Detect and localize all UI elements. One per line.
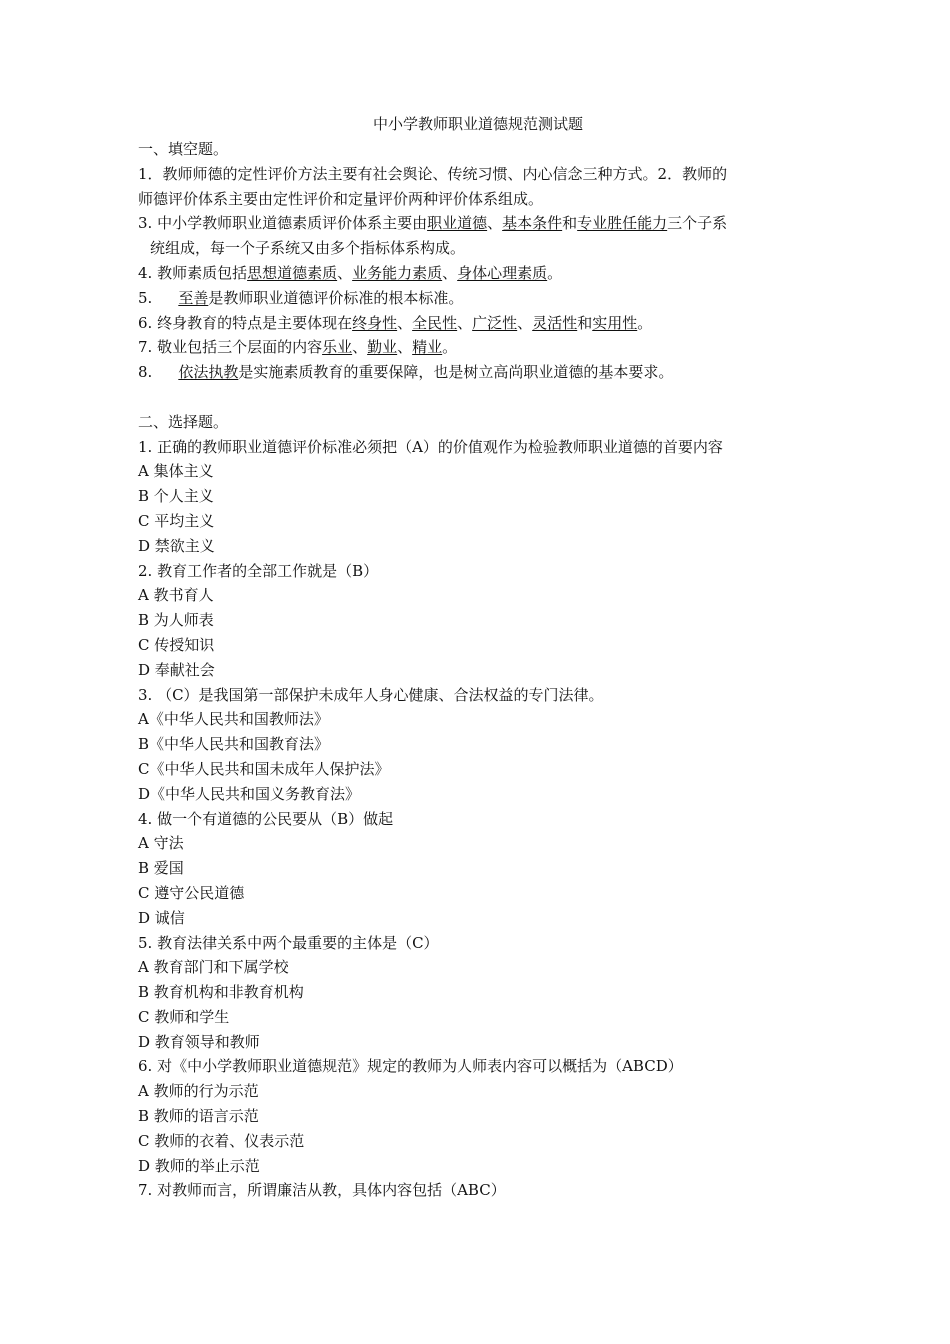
fill-q7-text: 、 bbox=[352, 338, 368, 357]
fill-q4-text: 、 bbox=[337, 263, 353, 282]
fill-q6-text: 。 bbox=[637, 313, 653, 332]
choice-line: 5. 教育法律关系中两个最重要的主体是（C） bbox=[138, 933, 439, 952]
fill-q6-text: 、 bbox=[517, 313, 533, 332]
fill-q7-answer-1: 乐业 bbox=[322, 338, 353, 357]
fill-q7-answer-2: 勤业 bbox=[367, 338, 398, 357]
fill-q6-answer-5: 实用性 bbox=[592, 313, 638, 332]
choice-line: A 集体主义 bbox=[138, 462, 214, 481]
fill-q1-line1: 1．教师师德的定性评价方法主要有社会舆论、传统习惯、内心信念三种方式。2．教师的 bbox=[138, 164, 728, 183]
fill-q3-answer-1: 职业道德 bbox=[427, 214, 488, 233]
fill-q1-line2: 师德评价体系主要由定性评价和定量评价两种评价体系组成。 bbox=[138, 189, 544, 208]
choice-line: B 为人师表 bbox=[138, 611, 214, 630]
fill-q7-answer-3: 精业 bbox=[412, 338, 443, 357]
choice-line: 6. 对《中小学教师职业道德规范》规定的教师为人师表内容可以概括为（ABCD） bbox=[138, 1057, 683, 1076]
fill-q3-answer-3: 专业胜任能力 bbox=[577, 214, 668, 233]
fill-q5-number: 5. bbox=[138, 288, 153, 307]
choice-line: B 个人主义 bbox=[138, 487, 214, 506]
page-title: 中小学教师职业道德规范测试题 bbox=[372, 115, 583, 133]
choice-line: D《中华人民共和国义务教育法》 bbox=[138, 784, 361, 803]
fill-q4-answer-1: 思想道德素质 bbox=[247, 263, 338, 282]
fill-q5 bbox=[138, 286, 818, 311]
choice-line: A 教书育人 bbox=[138, 586, 214, 605]
choice-line: B《中华人民共和国教育法》 bbox=[138, 735, 330, 754]
fill-q4-answer-2: 业务能力素质 bbox=[352, 263, 443, 282]
choice-line: C 平均主义 bbox=[138, 511, 215, 530]
fill-q6-text: 和 bbox=[577, 313, 593, 332]
choice-line: A 教育部门和下属学校 bbox=[138, 958, 289, 977]
choice-line: C 遵守公民道德 bbox=[138, 883, 245, 902]
fill-q5-answer: 至善 bbox=[178, 288, 209, 307]
fill-q6-answer-3: 广泛性 bbox=[472, 313, 518, 332]
fill-q3-text: 、 bbox=[487, 214, 503, 233]
fill-q6-text: 6. 终身教育的特点是主要体现在 bbox=[138, 313, 353, 332]
fill-q3-line2: 统组成，每一个子系统又由多个指标体系构成。 bbox=[150, 239, 466, 258]
fill-q4-text: 。 bbox=[547, 263, 563, 282]
fill-q6-text: 、 bbox=[397, 313, 413, 332]
choice-line: 1. 正确的教师职业道德评价标准必须把（A）的价值观作为检验教师职业道德的首要内容 bbox=[138, 437, 723, 456]
fill-q5-text: 是教师职业道德评价标准的根本标准。 bbox=[208, 288, 464, 307]
fill-q6-answer-2: 全民性 bbox=[412, 313, 458, 332]
fill-q6 bbox=[138, 311, 818, 336]
choice-line: D 禁欲主义 bbox=[138, 536, 215, 555]
fill-q6-text: 、 bbox=[457, 313, 473, 332]
choice-line: D 诚信 bbox=[138, 908, 185, 927]
fill-q8-text: 是实施素质教育的重要保障，也是树立高尚职业道德的基本要求。 bbox=[238, 363, 674, 382]
choice-line: D 奉献社会 bbox=[138, 660, 215, 679]
fill-q7 bbox=[138, 335, 818, 360]
choice-line: D 教师的举止示范 bbox=[138, 1156, 260, 1175]
section-heading-multiple-choice: 二、选择题。 bbox=[138, 412, 229, 431]
fill-q8 bbox=[138, 360, 818, 385]
choice-line: B 教师的语言示范 bbox=[138, 1107, 259, 1126]
section-heading-fill-blank: 一、填空题。 bbox=[138, 140, 229, 158]
fill-q4 bbox=[138, 261, 818, 286]
choice-line: 4. 做一个有道德的公民要从（B）做起 bbox=[138, 809, 394, 828]
fill-q4-answer-3: 身体心理素质 bbox=[457, 263, 548, 282]
choice-line: 3. （C）是我国第一部保护未成年人身心健康、合法权益的专门法律。 bbox=[138, 685, 604, 704]
choice-line: C 传授知识 bbox=[138, 635, 215, 654]
choice-line: 7. 对教师而言，所谓廉洁从教，具体内容包括（ABC） bbox=[138, 1181, 506, 1200]
choice-line: C《中华人民共和国未成年人保护法》 bbox=[138, 759, 390, 778]
choice-line: B 爱国 bbox=[138, 859, 184, 878]
fill-q7-text: 7. 敬业包括三个层面的内容 bbox=[138, 338, 323, 357]
choice-line: 2. 教育工作者的全部工作就是（B） bbox=[138, 561, 379, 580]
fill-q8-number: 8. bbox=[138, 363, 153, 382]
choice-line: A 教师的行为示范 bbox=[138, 1082, 259, 1101]
blank-line bbox=[138, 385, 818, 410]
fill-q3-line1 bbox=[138, 211, 818, 236]
choice-line: B 教育机构和非教育机构 bbox=[138, 983, 304, 1002]
document-page bbox=[138, 112, 818, 1203]
choice-line: A 守法 bbox=[138, 834, 184, 853]
fill-q7-text: 。 bbox=[442, 338, 458, 357]
choice-line: C 教师的衣着、仪表示范 bbox=[138, 1131, 305, 1150]
choice-line: C 教师和学生 bbox=[138, 1007, 230, 1026]
choice-line: D 教育领导和教师 bbox=[138, 1032, 260, 1051]
fill-q8-answer: 依法执教 bbox=[178, 363, 239, 382]
fill-q4-text: 4. 教师素质包括 bbox=[138, 263, 248, 282]
fill-q6-answer-4: 灵活性 bbox=[532, 313, 578, 332]
fill-q3-text: 三个子系 bbox=[667, 214, 728, 233]
fill-q6-answer-1: 终身性 bbox=[352, 313, 398, 332]
fill-q7-text: 、 bbox=[397, 338, 413, 357]
fill-q3-answer-2: 基本条件 bbox=[502, 214, 563, 233]
fill-q3-text: 和 bbox=[562, 214, 578, 233]
fill-q4-text: 、 bbox=[442, 263, 458, 282]
choice-line: A《中华人民共和国教师法》 bbox=[138, 710, 329, 729]
fill-q3-text: 3. 中小学教师职业道德素质评价体系主要由 bbox=[138, 214, 428, 233]
